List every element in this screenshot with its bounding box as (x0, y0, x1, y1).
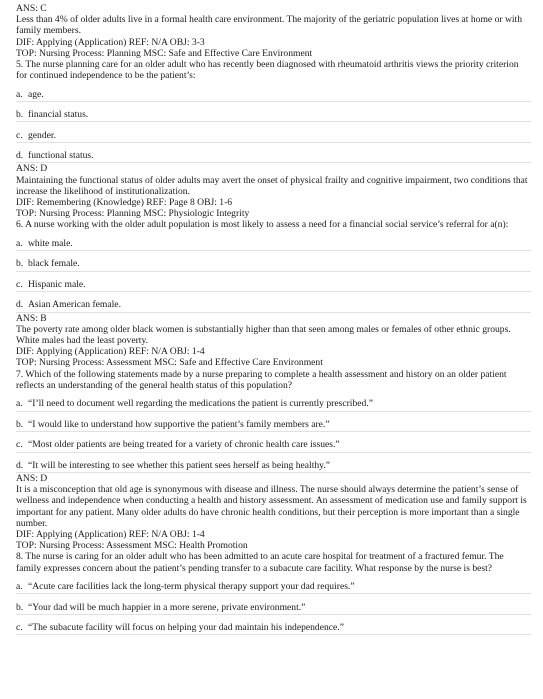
option-letter: a. (16, 88, 23, 100)
answer-option (16, 272, 531, 293)
difficulty-line: DIF: Applying (Application) REF: N/A OBJ: 1-4 (16, 529, 205, 541)
answer-option (16, 102, 531, 123)
answer-option (16, 251, 531, 272)
answer-option (16, 143, 531, 164)
answer-option (16, 453, 531, 474)
question-block (16, 3, 531, 163)
question-stem: 6. A nurse working with the older adult population is most likely to assess a need for a financial social service’s referral for a(n): (16, 219, 509, 231)
option-text: black female. (28, 258, 80, 270)
option-text: “Acute care facilities lack the long-term physical therapy support your dad requires.” (28, 581, 355, 593)
option-text: financial status. (28, 109, 89, 121)
option-letter: c. (16, 439, 23, 451)
option-letter: d. (16, 150, 24, 162)
option-text: Hispanic male. (28, 278, 86, 290)
option-text: white male. (28, 237, 73, 249)
option-text: functional status. (28, 150, 94, 162)
option-letter: b. (16, 601, 24, 613)
option-text: Asian American female. (28, 299, 121, 311)
answer-key: ANS: C (16, 3, 47, 14)
rationale: Maintaining the functional status of older adults may avert the onset of physical frailty and cognitive impairment, two conditions that increase the likelihood of institutionalization. (16, 174, 528, 197)
topic-line: TOP: Nursing Process: Planning MSC: Physiologic Integrity (16, 208, 250, 220)
answer-option (16, 574, 531, 595)
answer-option (16, 81, 531, 102)
answer-option (16, 292, 531, 313)
answer-option (16, 432, 531, 453)
option-letter: c. (16, 278, 23, 290)
answer-option (16, 615, 531, 636)
difficulty-line: DIF: Applying (Application) REF: N/A OBJ: 1-4 (16, 346, 205, 358)
option-letter: a. (16, 237, 23, 249)
option-letter: d. (16, 299, 24, 311)
difficulty-line: DIF: Applying (Application) REF: N/A OBJ: 3-3 (16, 36, 205, 48)
question-block (16, 163, 531, 312)
answer-option (16, 231, 531, 252)
option-text: “Your dad will be much happier in a more serene, private environment.” (28, 601, 306, 613)
option-text: “I’ll need to document well regarding the medications the patient is currently prescribed.” (28, 398, 373, 410)
question-block (16, 313, 531, 473)
option-letter: b. (16, 258, 24, 270)
topic-line: TOP: Nursing Process: Assessment MSC: Safe and Effective Care Environment (16, 357, 323, 369)
answer-key: ANS: D (16, 163, 48, 175)
rationale: The poverty rate among older black women is substantially higher than that seen among males or females of other ethnic groups. White males had the least poverty. (16, 323, 511, 347)
question-stem: 7. Which of the following statements made by a nurse preparing to complete a health assessment and history on an older patient reflects an understanding of the general health status of this population? (16, 368, 507, 391)
option-text: “I would like to understand how supportive the patient’s family members are.” (28, 418, 330, 430)
question-block (16, 473, 531, 635)
answer-key: ANS: B (16, 312, 47, 324)
answer-key: ANS: D (16, 473, 48, 485)
option-letter: d. (16, 459, 24, 471)
question-stem: 8. The nurse is caring for an older adult who has been admitted to an acute care hospital for treatment of a fractured femur. The family expresses concern about the patient’s pending transfer to a subacute care facility. What response by the nurse is best? (16, 551, 504, 574)
option-text: age. (28, 88, 44, 100)
answer-option (16, 391, 531, 412)
option-letter: a. (16, 581, 23, 593)
question-stem: 5. The nurse planning care for an older adult who has recently been diagnosed with rheumatoid arthritis views the priority criterion for continued independence to be the patient’s: (16, 59, 519, 82)
option-text: “The subacute facility will focus on helping your dad maintain his independence.” (28, 622, 344, 634)
option-letter: b. (16, 109, 24, 121)
option-letter: b. (16, 418, 24, 430)
topic-line: TOP: Nursing Process: Assessment MSC: Health Promotion (16, 540, 248, 552)
answer-option (16, 594, 531, 615)
option-letter: c. (16, 129, 23, 141)
topic-line: TOP: Nursing Process: Planning MSC: Safe and Effective Care Environment (16, 47, 313, 59)
option-text: “Most older patients are being treated for a variety of chronic health care issues.” (28, 439, 340, 451)
difficulty-line: DIF: Remembering (Knowledge) REF: Page 8 OBJ: 1-6 (16, 197, 233, 209)
answer-option (16, 122, 531, 143)
option-text: “It will be interesting to see whether this patient sees herself as being healthy.” (28, 459, 331, 471)
answer-option (16, 412, 531, 433)
option-letter: c. (16, 622, 23, 634)
rationale: Less than 4% of older adults live in a formal health care environment. The majority of the geriatric population lives at home or with family members. (16, 14, 523, 37)
option-letter: a. (16, 398, 23, 410)
option-text: gender. (28, 129, 56, 141)
rationale: It is a misconception that old age is synonymous with disease and illness. The nurse should always determine the patient’s sense of wellness and independence when conducting a health and history assessment. An assessment of medication use and family support is important for any patient. Many older adults do have chronic health conditions, but their perception is more important than a single number. (16, 484, 527, 529)
